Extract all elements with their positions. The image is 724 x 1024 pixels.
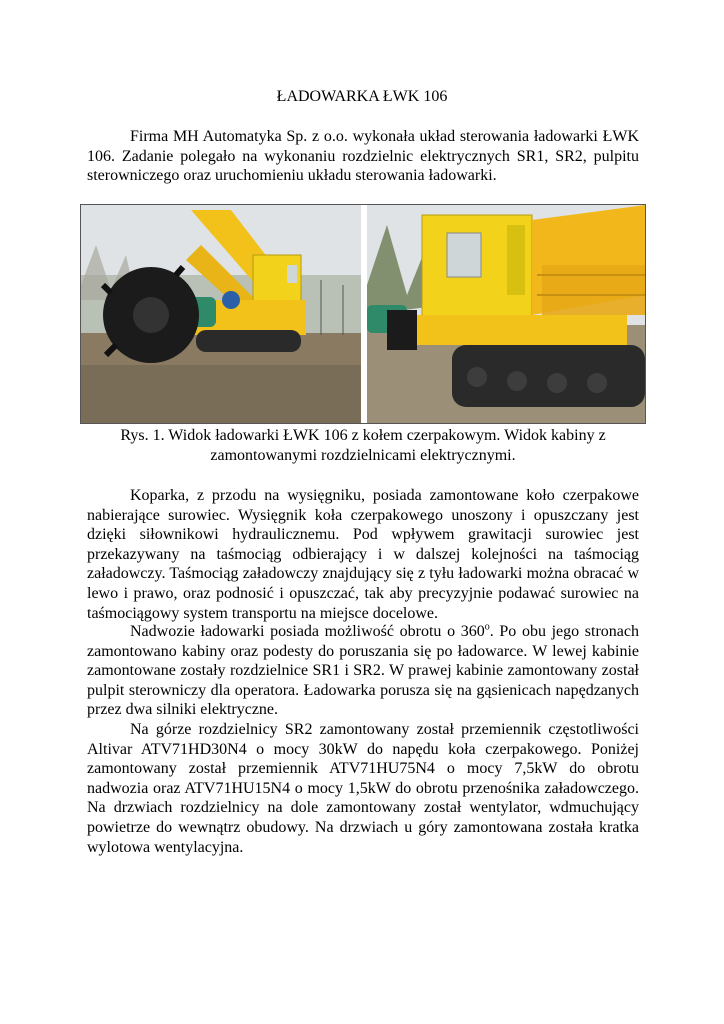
paragraph-conveyor: Koparka, z przodu na wysięgniku, posiada zamontowane koło czerpakowe nabierające surowiec. Wysięgnik koła czerpakowego unoszony i opuszczany jest dzięki siłownikowi hydraulicznemu. Pod wpływem grawitacji surowiec jest przekazywany na taśmociąg odbierający i w dalszej kolejności na taśmociąg załadowczy. Taśmociąg załadowczy znajdujący się z tyłu ładowarki można obracać w lewo i prawo, oraz podnosić i opuszczać, tak aby precyzyjnie podawać surowiec na taśmociągowy system transportu na miejsce docelowe. bbox=[87, 487, 639, 622]
paragraph-inverters: Na górze rozdzielnicy SR2 zamontowany został przemiennik częstotliwości Altivar ATV71HD30N4 o mocy 30kW do napędu koła czerpakowego. Poniżej zamontowany został przemiennik ATV71HU75N4 o mocy 7,5kW do obrotu nadwozia oraz ATV71HU15N4 o mocy 1,5kW do obrotu przenośnika załadowczego. Na drzwiach rozdzielnicy na dole zamontowany został wentylator, wdmuchujący powietrze do wewnątrz obudowy. Na drzwiach u góry zamontowana została kratka wylotowa wentylacyjna. bbox=[87, 721, 639, 856]
cabin-photo-illustration bbox=[367, 205, 645, 423]
paragraph-superstructure bbox=[87, 622, 639, 720]
photo-loader-with-bucket-wheel bbox=[81, 205, 361, 423]
degree-superscript: o bbox=[484, 621, 490, 633]
paragraph-superstructure-start: Nadwozie ładowarki posiada możliwość obrotu o 360 bbox=[130, 623, 485, 640]
page-title: ŁADOWARKA ŁWK 106 bbox=[276, 88, 448, 105]
intro-paragraph: Firma MH Automatyka Sp. z o.o. wykonała układ sterowania ładowarki ŁWK 106. Zadanie polegało na wykonaniu rozdzielnic elektrycznych SR1, SR2, pulpitu sterowniczego oraz uruchomieniu układu sterowania ładowarki. bbox=[87, 128, 639, 185]
photo-cabin-with-switchgear bbox=[367, 205, 645, 423]
figure-photos bbox=[80, 204, 646, 424]
loader-photo-illustration bbox=[81, 205, 361, 423]
paragraph-superstructure-end: . Po obu jego stronach zamontowano kabiny oraz podesty do poruszania się po ładowarce. W lewej kabinie zamontowane zostały rozdzielnice SR1 i SR2. W prawej kabinie zamontowany został pulpit sterowniczy dla operatora. Ładowarka porusza się na gąsienicach napędzanych przez dwa silniki elektryczne. bbox=[87, 623, 639, 719]
figure-caption: Rys. 1. Widok ładowarki ŁWK 106 z kołem czerpakowym. Widok kabiny z zamontowanymi rozdzielnicami elektrycznymi. bbox=[120, 427, 606, 464]
